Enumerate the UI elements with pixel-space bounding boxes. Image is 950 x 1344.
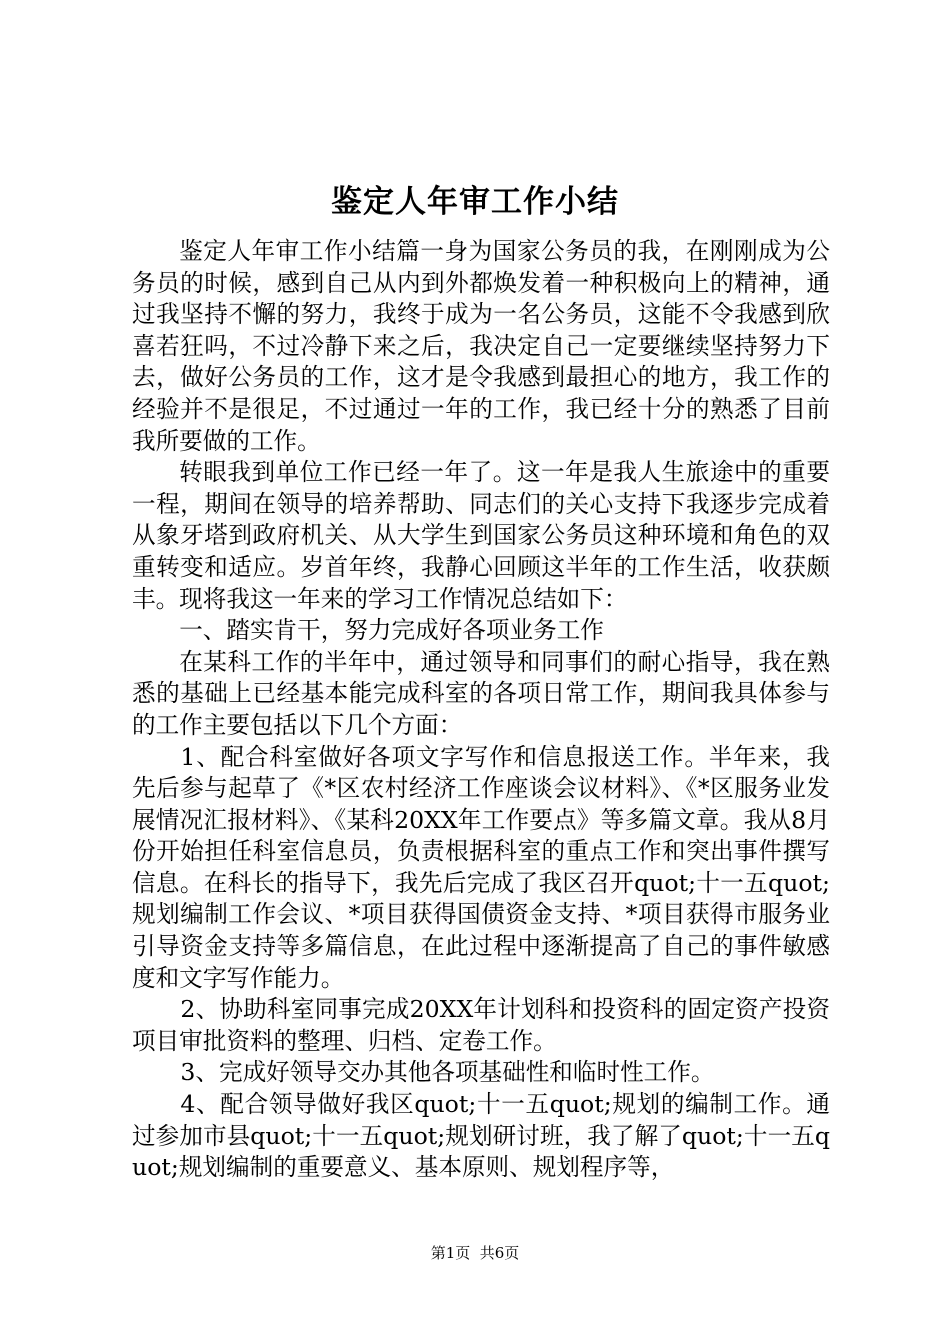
paragraph-section-intro: 在某科工作的半年中，通过领导和同事们的耐心指导，我在熟悉的基础上已经基本能完成科室的各项日常工作，期间我具体参与的工作主要包括以下几个方面： (132, 647, 830, 739)
list-item-3: 3、完成好领导交办其他各项基础性和临时性工作。 (180, 1058, 715, 1087)
section-heading: 一、踏实肯干，努力完成好各项业务工作 (179, 616, 604, 645)
page-number: 第1页 共6页 (430, 1244, 520, 1262)
list-item-4: 4、配合领导做好我区quot;十一五quot;规划的编制工作。通过参加市县quot;十一五quot;规划研讨班，我了解了quot;十一五quot;规划编制的重要意义、基本原则、规划程序等， (132, 1090, 830, 1182)
page-footer (0, 1243, 950, 1263)
document-body (132, 236, 830, 1184)
paragraph-intro: 鉴定人年审工作小结篇一身为国家公务员的我，在刚刚成为公务员的时候，感到自己从内到外都焕发着一种积极向上的精神，通过我坚持不懈的努力，我终于成为一名公务员，这能不令我感到欣喜若狂吗，不过冷静下来之后，我决定自己一定要继续坚持努力下去，做好公务员的工作，这才是令我感到最担心的地方，我工作的经验并不是很足，不过通过一年的工作，我已经十分的熟悉了目前我所要做的工作。 (132, 237, 830, 455)
paragraph-summary: 转眼我到单位工作已经一年了。这一年是我人生旅途中的重要一程，期间在领导的培养帮助、同志们的关心支持下我逐步完成着从象牙塔到政府机关、从大学生到国家公务员这种环境和角色的双重转变和适应。岁首年终，我静心回顾这半年的工作生活，收获颇丰。现将我这一年来的学习工作情况总结如下： (132, 458, 830, 613)
list-item-1: 1、配合科室做好各项文字写作和信息报送工作。半年来，我先后参与起草了《*区农村经济工作座谈会议材料》、《*区服务业发展情况汇报材料》、《某科20XX年工作要点》等多篇文章。我从8月份开始担任科室信息员，负责根据科室的重点工作和突出事件撰写信息。在科长的指导下，我先后完成了我区召开quot;十一五quot;规划编制工作会议、*项目获得国债资金支持、*项目获得市服务业引导资金支持等多篇信息，在此过程中逐渐提高了自己的事件敏感度和文字写作能力。 (132, 742, 830, 992)
list-item-2: 2、协助科室同事完成20XX年计划科和投资科的固定资产投资项目审批资料的整理、归档、定卷工作。 (132, 995, 830, 1055)
document-title: 鉴定人年审工作小结 (331, 184, 619, 220)
